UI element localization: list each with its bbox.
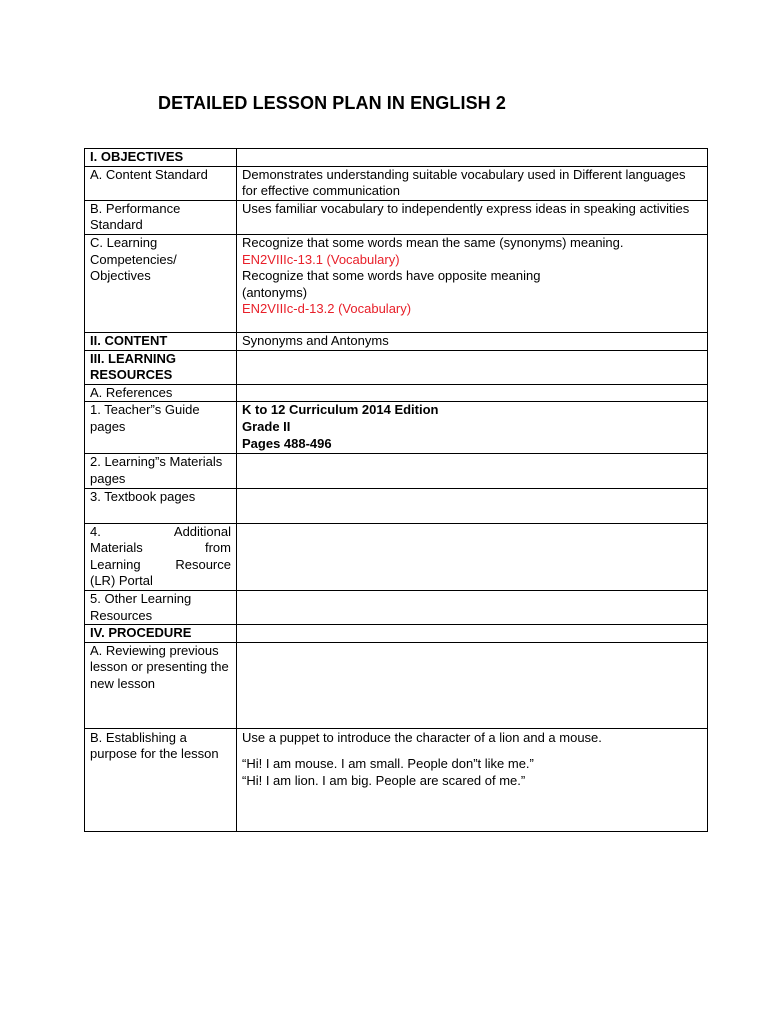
row-value: Demonstrates understanding suitable vocabulary used in Different languages for effective communication (237, 166, 708, 200)
puppet-instruction: Use a puppet to introduce the character of a lion and a mouse. (242, 729, 602, 745)
row-value (237, 625, 708, 643)
row-value (237, 728, 708, 831)
row-label: I. OBJECTIVES (85, 149, 237, 167)
row-value (237, 234, 708, 332)
competency-antonyms: Recognize that some words have opposite meaning (242, 268, 541, 284)
row-label: B. Performance Standard (85, 200, 237, 234)
competency-code-antonyms: EN2VIIIc-d-13.2 (Vocabulary) (242, 301, 412, 317)
lesson-plan-table (84, 148, 708, 832)
additional-label-line: (LR) Portal (90, 573, 153, 589)
row-label: C. Learning Competencies/ Objectives (85, 234, 237, 332)
row-value (237, 149, 708, 167)
row-label: 5. Other Learning Resources (85, 590, 237, 624)
additional-label-line: Materials from (90, 540, 231, 556)
page-range: Pages 488-496 (242, 435, 332, 451)
row-value (237, 523, 708, 590)
row-value (237, 384, 708, 402)
row-label: A. Content Standard (85, 166, 237, 200)
curriculum-edition: K to 12 Curriculum 2014 Edition (242, 402, 439, 418)
mouse-dialogue: “Hi! I am mouse. I am small. People don”t like me.” (242, 756, 534, 772)
additional-label-line: 4. Additional (90, 523, 231, 539)
table-row-references (85, 384, 708, 402)
table-row-establishing (85, 728, 708, 831)
row-label: A. References (85, 384, 237, 402)
table-row-learners-materials (85, 454, 708, 488)
row-value (237, 350, 708, 384)
table-row-teachers-guide (85, 402, 708, 454)
row-value: Uses familiar vocabulary to independently express ideas in speaking activities (237, 200, 708, 234)
competency-antonyms-paren: (antonyms) (242, 284, 308, 300)
table-row-performance-standard (85, 200, 708, 234)
row-value: Synonyms and Antonyms (237, 332, 708, 350)
row-label: 2. Learning”s Materials pages (85, 454, 237, 488)
additional-label-line: Learning Resource (90, 556, 231, 572)
row-value (237, 488, 708, 523)
row-label: 1. Teacher”s Guide pages (85, 402, 237, 454)
row-label: III. LEARNING RESOURCES (85, 350, 237, 384)
spacer (242, 746, 702, 756)
table-row-reviewing (85, 642, 708, 728)
row-label (85, 523, 237, 590)
table-row-content-standard (85, 166, 708, 200)
row-label: II. CONTENT (85, 332, 237, 350)
row-value (237, 402, 708, 454)
table-row-other-resources (85, 590, 708, 624)
row-label: B. Establishing a purpose for the lesson (85, 728, 237, 831)
row-value (237, 590, 708, 624)
row-value (237, 642, 708, 728)
table-row-competencies (85, 234, 708, 332)
table-row-procedure (85, 625, 708, 643)
table-row-textbook (85, 488, 708, 523)
table-row-learning-resources (85, 350, 708, 384)
row-label: IV. PROCEDURE (85, 625, 237, 643)
table-row-objectives (85, 149, 708, 167)
row-label: A. Reviewing previous lesson or presenting the new lesson (85, 642, 237, 728)
grade-level: Grade II (242, 418, 291, 434)
competency-code-synonyms: EN2VIIIc-13.1 (Vocabulary) (242, 251, 400, 267)
lion-dialogue: “Hi! I am lion. I am big. People are scared of me.” (242, 772, 526, 788)
table-row-content (85, 332, 708, 350)
row-value (237, 454, 708, 488)
table-row-additional-materials (85, 523, 708, 590)
row-label: 3. Textbook pages (85, 488, 237, 523)
page-title: DETAILED LESSON PLAN IN ENGLISH 2 (158, 93, 506, 113)
competency-synonyms: Recognize that some words mean the same (synonyms) meaning. (242, 234, 624, 250)
